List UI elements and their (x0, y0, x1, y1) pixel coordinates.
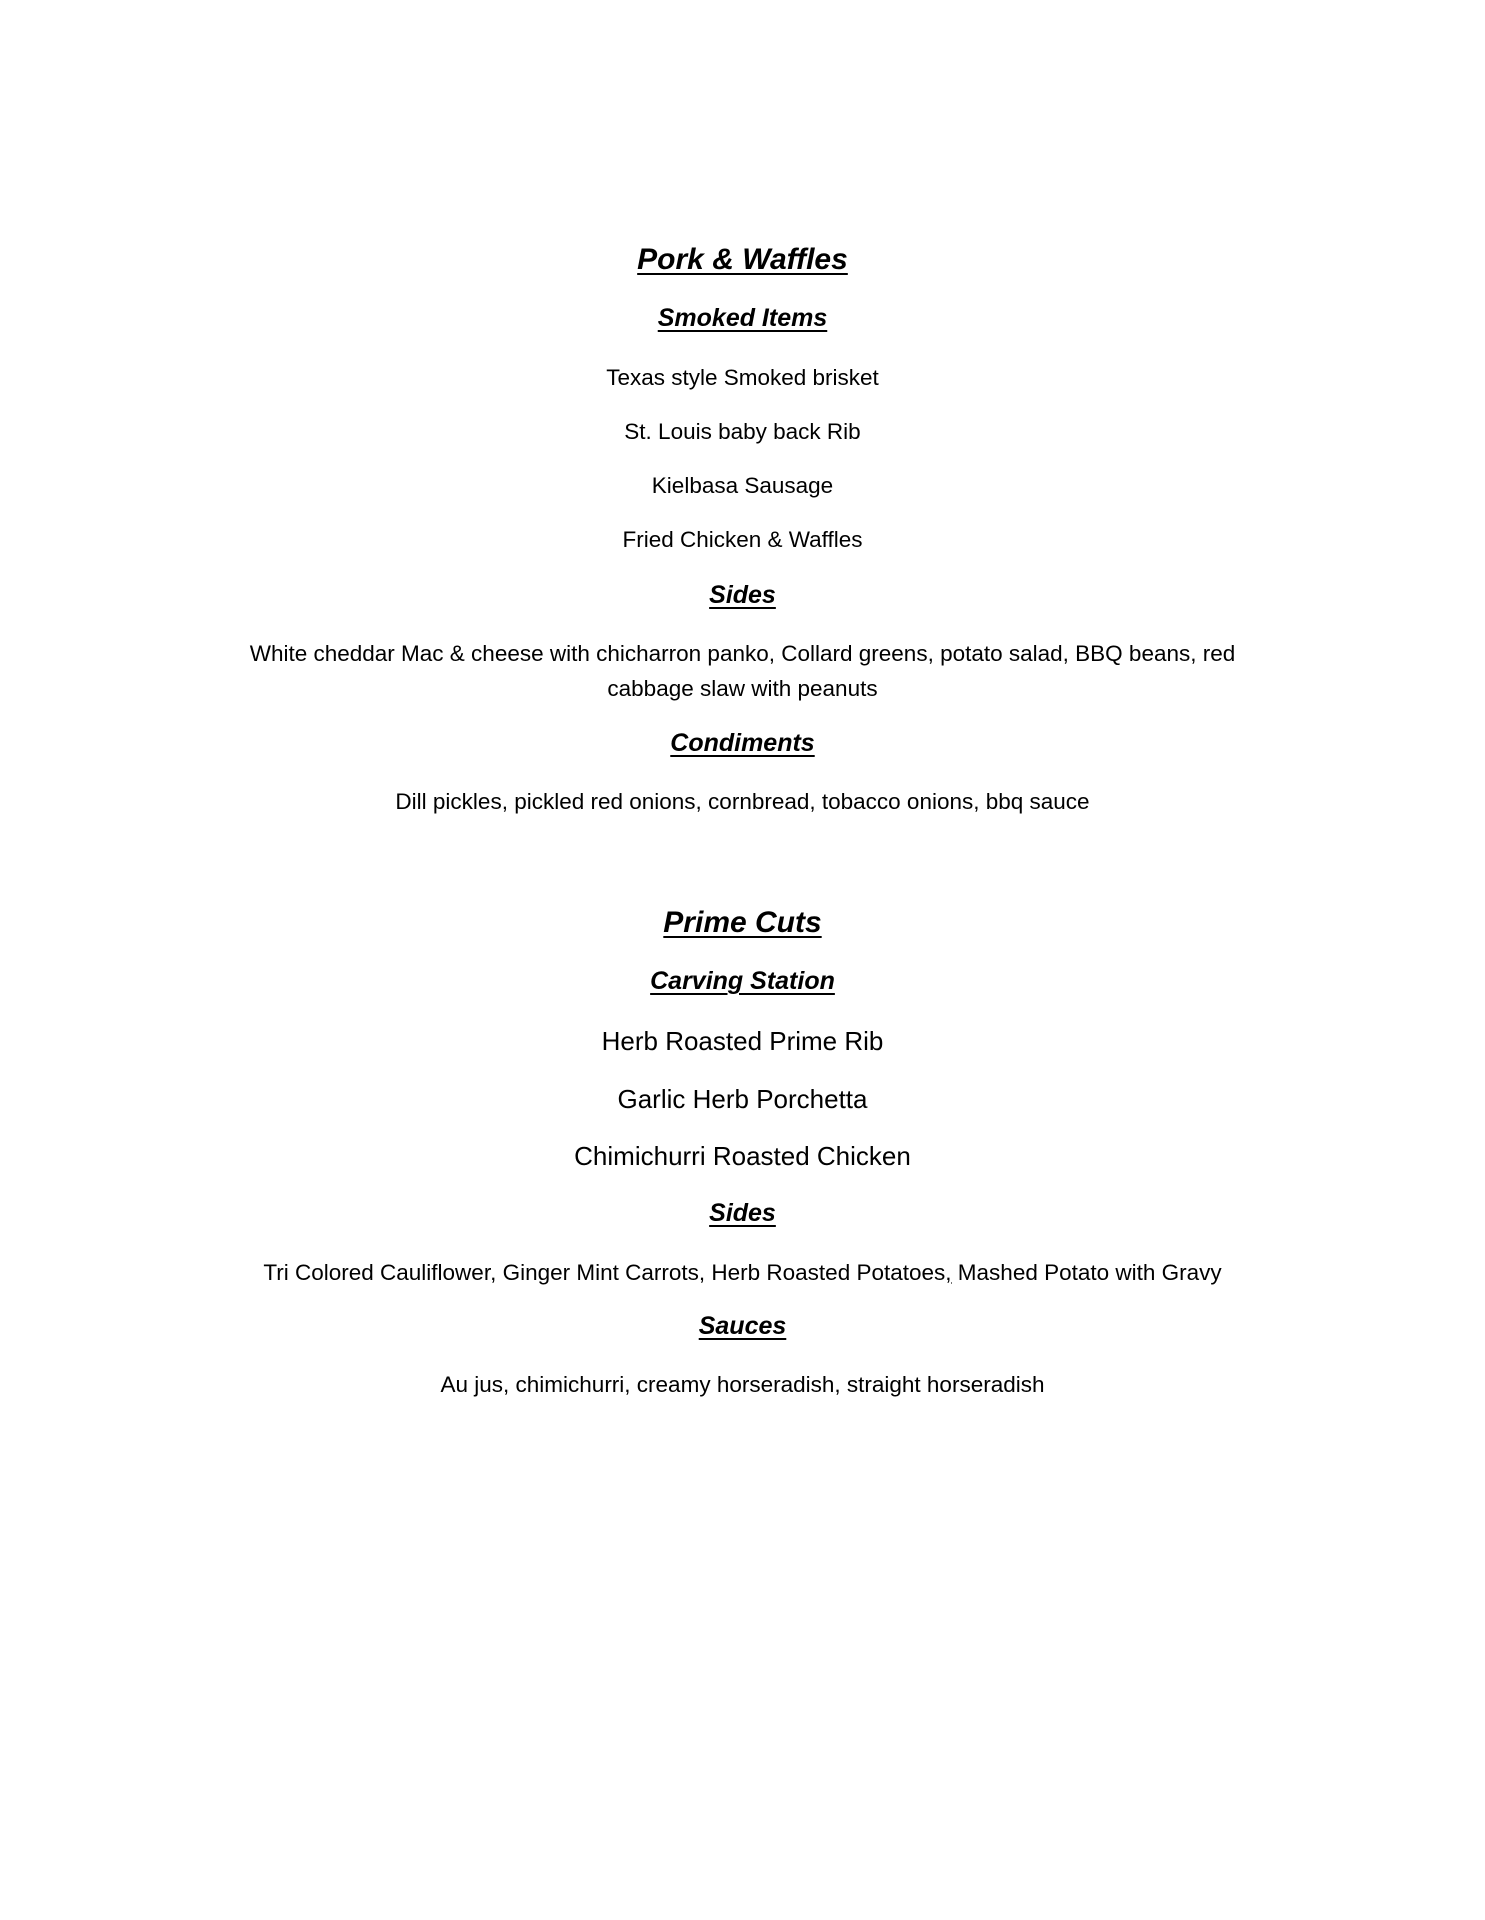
heading-smoked-items: Smoked Items (657, 304, 828, 332)
heading-carving-station: Carving Station (650, 967, 835, 995)
sides-text-line-1: White cheddar Mac & cheese with chicharron panko, Collard greens, potato salad, BBQ beans, red (249, 641, 1236, 666)
sides-text-comma: , (945, 1260, 952, 1285)
menu-item: Fried Chicken & Waffles (622, 527, 863, 552)
carving-item: Garlic Herb Porchetta (617, 1084, 868, 1114)
heading-condiments: Condiments (670, 729, 815, 757)
menu-item: Kielbasa Sausage (651, 473, 834, 498)
section-title-prime-cuts: Prime Cuts (663, 906, 822, 939)
heading-sides: Sides (709, 1199, 776, 1227)
menu-item: Texas style Smoked brisket (606, 365, 879, 390)
section-title-pork-waffles: Pork & Waffles (637, 243, 848, 276)
condiments-text: Dill pickles, pickled red onions, cornbread, tobacco onions, bbq sauce (395, 789, 1090, 814)
sauces-text: Au jus, chimichurri, creamy horseradish, straight horseradish (440, 1372, 1045, 1397)
menu-item: St. Louis baby back Rib (624, 419, 861, 444)
heading-sides: Sides (709, 581, 776, 609)
sides-text-part-b: Mashed Potato with Gravy (951, 1260, 1222, 1285)
sides-text-part-a: Tri Colored Cauliflower, Ginger Mint Carrots, Herb Roasted Potatoes (263, 1260, 946, 1285)
sides-text (180, 1259, 1305, 1287)
carving-item: Chimichurri Roasted Chicken (574, 1141, 911, 1171)
carving-item: Herb Roasted Prime Rib (601, 1026, 884, 1056)
heading-sauces: Sauces (698, 1312, 787, 1340)
sides-text-line-2: cabbage slaw with peanuts (607, 676, 878, 701)
